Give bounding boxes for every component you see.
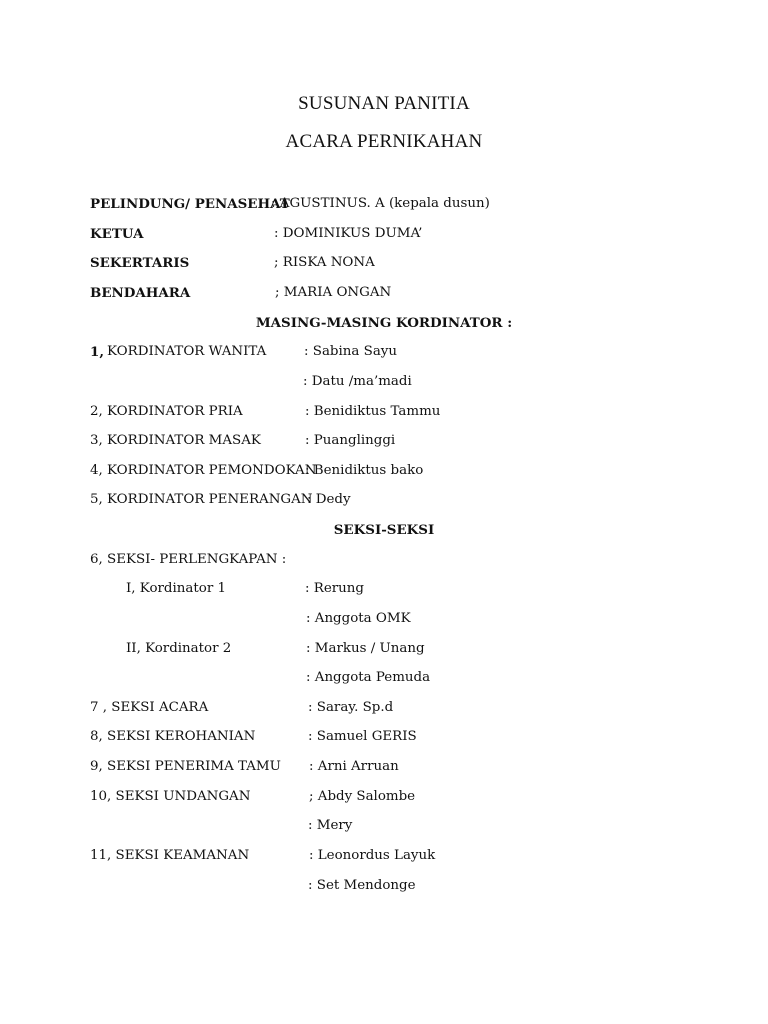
section-value: : Anggota Pemuda — [306, 670, 431, 685]
section-value: : Saray. Sp.d — [308, 700, 394, 715]
section-value: ; Abdy Salombe — [309, 789, 416, 804]
section-row — [90, 552, 490, 572]
section-row — [90, 759, 490, 779]
section-value: : Leonordus Layuk — [309, 848, 436, 863]
coordinator-role: 2, KORDINATOR PRIA — [90, 404, 243, 419]
coordinator-row — [90, 374, 490, 394]
officer-row — [90, 196, 490, 216]
coordinators-heading: MASING-MASING KORDINATOR : — [255, 315, 513, 331]
coordinator-value: : Benidiktus Tammu — [305, 404, 441, 419]
section-role: 8, SEKSI KEROHANIAN — [90, 729, 256, 744]
section-value: : Rerung — [305, 581, 364, 596]
coordinator-role: 4, KORDINATOR PEMONDOKAN — [90, 463, 317, 478]
officer-value: ; MARIA ONGAN — [275, 285, 392, 300]
coordinator-row — [90, 492, 490, 512]
coordinator-value: : Puanglinggi — [305, 433, 396, 448]
officer-role: BENDAHARA — [90, 285, 191, 301]
document-title: SUSUNAN PANITIA — [298, 93, 470, 114]
coordinator-value: : Dedy — [307, 492, 351, 507]
section-row — [90, 670, 490, 690]
section-row — [90, 789, 490, 809]
officer-row — [90, 255, 490, 275]
section-role: 10, SEKSI UNDANGAN — [90, 789, 251, 804]
coordinator-role: 5, KORDINATOR PENERANGAN — [90, 492, 313, 507]
officer-value: : AGUSTINUS. A (kepala dusun) — [271, 196, 490, 211]
section-subrole: II, Kordinator 2 — [126, 641, 232, 656]
officer-row — [90, 226, 490, 246]
section-row — [90, 641, 490, 661]
section-value: : Markus / Unang — [306, 641, 425, 656]
officer-role: PELINDUNG/ PENASEHAT — [90, 196, 290, 212]
coordinator-role: 3, KORDINATOR MASAK — [90, 433, 261, 448]
document-subtitle: ACARA PERNIKAHAN — [285, 131, 483, 152]
section-value: : Samuel GERIS — [308, 729, 417, 744]
section-subrole: I, Kordinator 1 — [126, 581, 226, 596]
section-row — [90, 700, 490, 720]
section-value: : Mery — [308, 818, 353, 833]
section-row — [90, 878, 490, 898]
coordinator-value: : Benidiktus bako — [305, 463, 424, 478]
section-row — [90, 818, 490, 838]
section-role: 6, SEKSI- PERLENGKAPAN : — [90, 552, 287, 567]
section-row — [90, 848, 490, 868]
section-row — [90, 729, 490, 749]
section-value: : Anggota OMK — [306, 611, 411, 626]
coordinator-row — [90, 433, 490, 453]
section-value: : Set Mendonge — [308, 878, 416, 893]
officer-value: : DOMINIKUS DUMA’ — [274, 226, 423, 241]
coordinator-row — [90, 463, 490, 483]
coordinator-number: 1, — [90, 344, 104, 360]
section-role: 11, SEKSI KEAMANAN — [90, 848, 250, 863]
officer-role: KETUA — [90, 226, 144, 242]
section-role: 9, SEKSI PENERIMA TAMU — [90, 759, 281, 774]
section-role: 7 , SEKSI ACARA — [90, 700, 209, 715]
sections-heading: SEKSI-SEKSI — [333, 522, 435, 538]
coordinator-row — [90, 404, 490, 424]
coordinator-role: KORDINATOR WANITA — [107, 344, 267, 359]
coordinator-value: : Datu /ma’madi — [303, 374, 412, 389]
section-row — [90, 581, 490, 601]
section-value: : Arni Arruan — [309, 759, 399, 774]
coordinator-row — [90, 344, 490, 364]
officer-value: ; RISKA NONA — [274, 255, 375, 270]
officer-role: SEKERTARIS — [90, 255, 190, 271]
section-row — [90, 611, 490, 631]
coordinator-value: : Sabina Sayu — [304, 344, 397, 359]
officer-row — [90, 285, 490, 305]
